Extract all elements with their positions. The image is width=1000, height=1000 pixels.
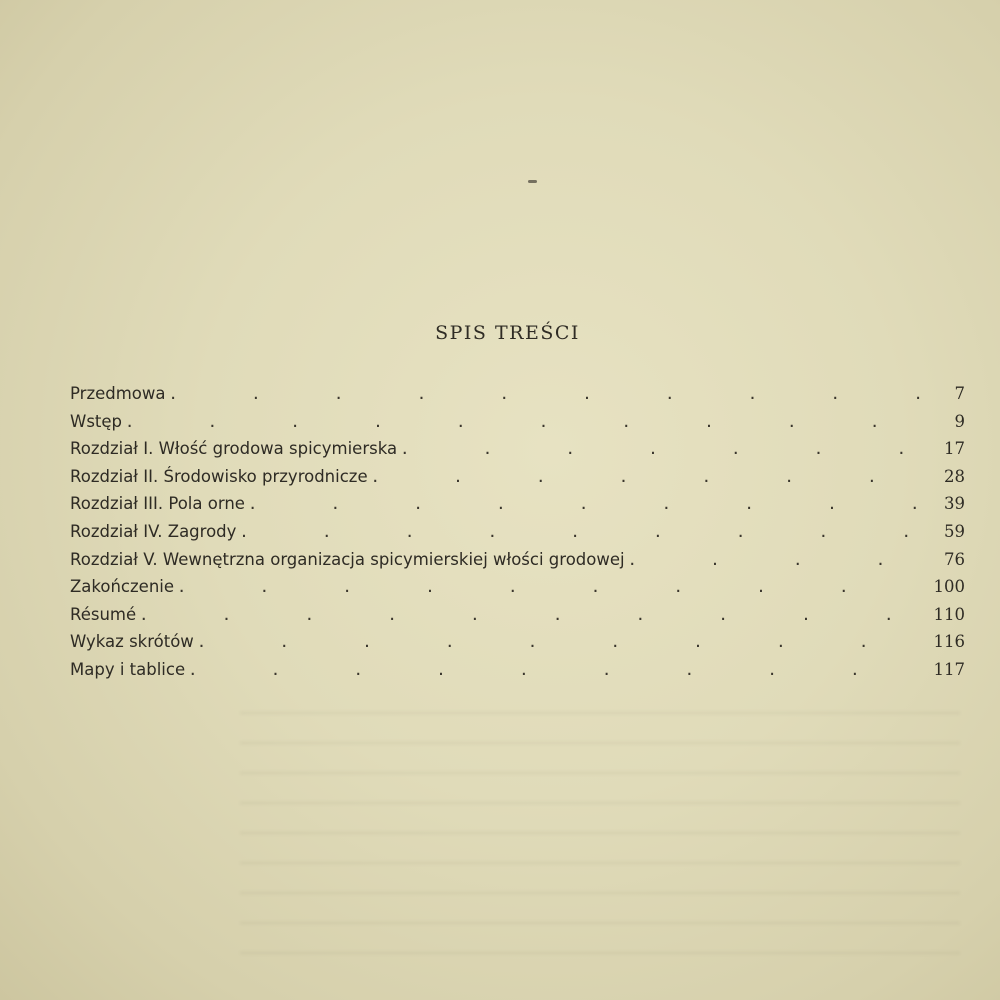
toc-entry-label: Rozdział IV. Zagrody xyxy=(70,521,237,541)
toc-entry-label: Zakończenie xyxy=(70,577,175,597)
toc-entry-label: Przedmowa xyxy=(70,384,166,403)
toc-entry-maps xyxy=(70,656,965,684)
toc-entry-page: 116 xyxy=(933,632,965,652)
dot-leader xyxy=(372,463,921,493)
table-of-contents xyxy=(70,380,965,684)
dot-leader xyxy=(401,435,921,465)
toc-entry-label: Rozdział V. Wewnętrzna organizacja spicymierskiej włości grodowej xyxy=(70,549,625,569)
toc-entry-page: 117 xyxy=(933,659,965,679)
page-title: SPIS TREŚCI xyxy=(435,322,580,344)
toc-entry-label: Rozdział III. Pola orne xyxy=(70,494,245,514)
toc-entry-page: 7 xyxy=(954,384,965,403)
toc-entry-page: 110 xyxy=(933,604,965,624)
dot-leader xyxy=(249,490,921,520)
toc-entry-preface xyxy=(70,380,965,408)
toc-entry-chapter-3 xyxy=(70,490,965,518)
toc-entry-page: 100 xyxy=(933,577,965,597)
toc-entry-label: Rozdział I. Włość grodowa spicymierska xyxy=(70,439,398,459)
dot-leader xyxy=(198,628,921,658)
dot-leader xyxy=(189,656,921,686)
toc-entry-label: Rozdział II. Środowisko przyrodnicze xyxy=(70,466,368,486)
show-through-text xyxy=(240,690,960,970)
toc-entry-label: Wykaz skrótów xyxy=(70,632,194,652)
dot-leader xyxy=(178,573,921,603)
toc-entry-page: 59 xyxy=(944,521,965,541)
toc-entry-page: 39 xyxy=(944,494,965,514)
toc-entry-label: Résumé xyxy=(70,604,137,624)
toc-entry-conclusion xyxy=(70,573,965,601)
toc-entry-chapter-5 xyxy=(70,546,965,574)
dot-leader xyxy=(240,518,921,548)
toc-entry-label: Mapy i tablice xyxy=(70,659,186,679)
toc-entry-chapter-1 xyxy=(70,435,965,463)
toc-entry-abbreviations xyxy=(70,628,965,656)
toc-entry-page: 76 xyxy=(944,549,965,569)
toc-entry-resume xyxy=(70,601,965,629)
dot-leader xyxy=(170,380,921,410)
dot-leader xyxy=(126,408,921,438)
toc-entry-page: 9 xyxy=(954,411,965,431)
dot-leader xyxy=(629,546,921,576)
dot-leader xyxy=(140,601,921,631)
toc-entry-chapter-4 xyxy=(70,518,965,546)
toc-entry-page: 28 xyxy=(944,466,965,486)
toc-entry-label: Wstęp xyxy=(70,411,123,431)
toc-entry-introduction xyxy=(70,408,965,436)
toc-entry-page: 17 xyxy=(944,439,965,459)
ink-speck xyxy=(528,180,537,183)
toc-entry-chapter-2 xyxy=(70,463,965,491)
